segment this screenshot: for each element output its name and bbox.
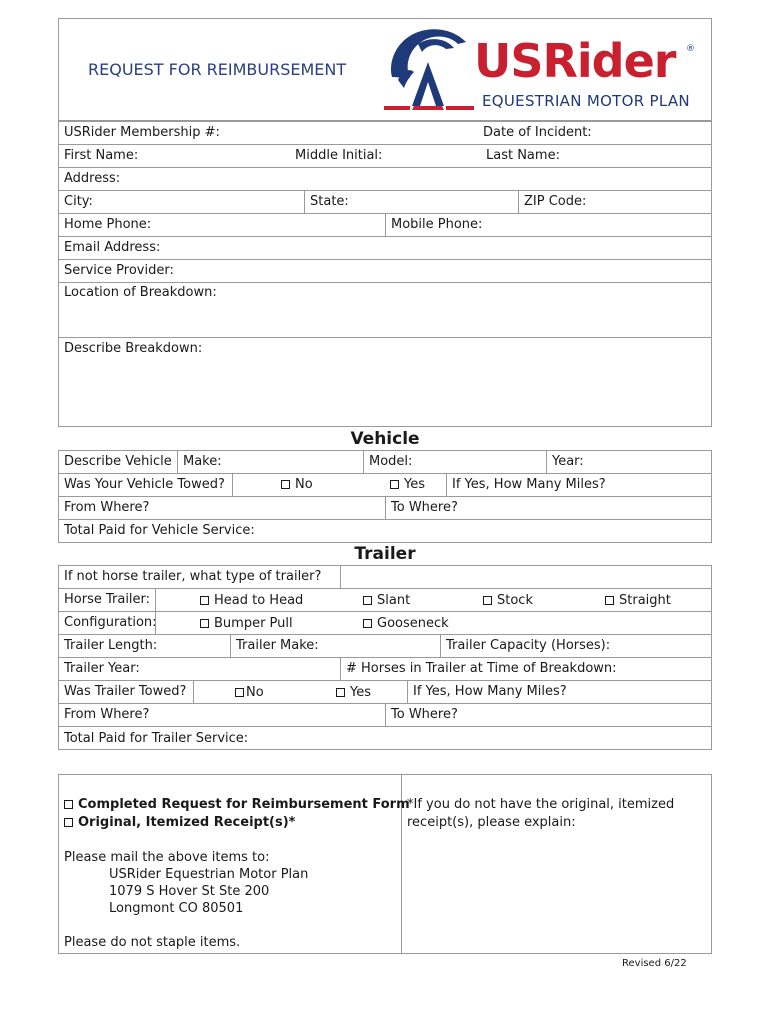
- vehicle-model-label: Model:: [369, 454, 413, 469]
- vehicle-make-label: Make:: [183, 454, 222, 469]
- head-to-head-option[interactable]: Head to Head: [200, 593, 303, 609]
- mail-intro: Please mail the above items to:: [64, 850, 270, 865]
- mail-address-line3: Longmont CO 80501: [109, 901, 244, 916]
- describe-vehicle-label: Describe Vehicle: [64, 454, 172, 469]
- receipt-note-line1: *If you do not have the original, itemized: [407, 797, 675, 812]
- logo-tagline: EQUESTRIAN MOTOR PLAN: [482, 92, 690, 110]
- email-label: Email Address:: [64, 240, 161, 255]
- checkbox-icon[interactable]: [64, 800, 73, 809]
- location-label: Location of Breakdown:: [64, 285, 217, 300]
- logo-registered-mark: ®: [686, 44, 695, 54]
- checkbox-icon[interactable]: [390, 480, 399, 489]
- vehicle-towed-no[interactable]: No: [281, 477, 313, 493]
- state-label: State:: [310, 194, 349, 209]
- trailer-type-label: If not horse trailer, what type of trailer?: [64, 569, 322, 584]
- trailer-towed-yes[interactable]: Yes: [336, 685, 371, 701]
- straight-option[interactable]: Straight: [605, 593, 671, 609]
- vehicle-year-label: Year:: [552, 454, 584, 469]
- mail-address-line2: 1079 S Hover St Ste 200: [109, 884, 270, 899]
- trailer-heading: Trailer: [354, 544, 416, 564]
- trailer-length-label: Trailer Length:: [64, 638, 158, 653]
- trailer-towed-label: Was Trailer Towed?: [64, 684, 187, 699]
- trailer-year-label: Trailer Year:: [64, 661, 140, 676]
- checkbox-icon[interactable]: [483, 596, 492, 605]
- bumper-pull-option[interactable]: Bumper Pull: [200, 616, 293, 632]
- checkbox-icon[interactable]: [200, 619, 209, 628]
- trailer-towed-no[interactable]: No: [235, 685, 264, 701]
- vehicle-miles-label: If Yes, How Many Miles?: [452, 477, 606, 492]
- describe-breakdown-label: Describe Breakdown:: [64, 341, 203, 356]
- mail-address-line1: USRider Equestrian Motor Plan: [109, 867, 309, 882]
- configuration-label: Configuration:: [64, 615, 157, 630]
- trailer-make-label: Trailer Make:: [236, 638, 319, 653]
- service-provider-label: Service Provider:: [64, 263, 174, 278]
- trailer-to-label: To Where?: [391, 707, 458, 722]
- first-name-label: First Name:: [64, 148, 139, 163]
- membership-label: USRider Membership #:: [64, 125, 220, 140]
- checkbox-icon[interactable]: [605, 596, 614, 605]
- vehicle-heading: Vehicle: [350, 429, 420, 449]
- logo: [384, 22, 704, 114]
- vehicle-to-label: To Where?: [391, 500, 458, 515]
- date-of-incident-label: Date of Incident:: [483, 125, 592, 140]
- vehicle-total-label: Total Paid for Vehicle Service:: [64, 523, 255, 538]
- trailer-miles-label: If Yes, How Many Miles?: [413, 684, 567, 699]
- checklist-item-receipts[interactable]: Original, Itemized Receipt(s)*: [64, 815, 295, 831]
- checkbox-icon[interactable]: [336, 688, 345, 697]
- logo-text: USRider: [474, 34, 676, 88]
- trailer-capacity-label: Trailer Capacity (Horses):: [446, 638, 611, 653]
- mobile-phone-label: Mobile Phone:: [391, 217, 483, 232]
- city-label: City:: [64, 194, 93, 209]
- revised-date: Revised 6/22: [622, 958, 687, 969]
- vehicle-towed-label: Was Your Vehicle Towed?: [64, 477, 225, 492]
- stock-option[interactable]: Stock: [483, 593, 533, 609]
- checkbox-icon[interactable]: [281, 480, 290, 489]
- slant-option[interactable]: Slant: [363, 593, 410, 609]
- checkbox-icon[interactable]: [235, 688, 244, 697]
- zip-label: ZIP Code:: [524, 194, 587, 209]
- horses-count-label: # Horses in Trailer at Time of Breakdown:: [346, 661, 617, 676]
- home-phone-label: Home Phone:: [64, 217, 152, 232]
- vehicle-towed-yes[interactable]: Yes: [390, 477, 425, 493]
- checkbox-icon[interactable]: [363, 619, 372, 628]
- gooseneck-option[interactable]: Gooseneck: [363, 616, 449, 632]
- checklist-item-form[interactable]: Completed Request for Reimbursement Form: [64, 797, 410, 813]
- checkbox-icon[interactable]: [200, 596, 209, 605]
- checkbox-icon[interactable]: [363, 596, 372, 605]
- middle-initial-label: Middle Initial:: [295, 148, 383, 163]
- checkbox-icon[interactable]: [64, 818, 73, 827]
- vehicle-from-label: From Where?: [64, 500, 150, 515]
- page-title: REQUEST FOR REIMBURSEMENT: [88, 60, 347, 79]
- receipt-note-line2: receipt(s), please explain:: [407, 815, 576, 830]
- horse-head-icon: [384, 22, 476, 112]
- trailer-from-label: From Where?: [64, 707, 150, 722]
- horse-trailer-label: Horse Trailer:: [64, 592, 151, 607]
- address-label: Address:: [64, 171, 121, 186]
- staple-note: Please do not staple items.: [64, 935, 241, 950]
- last-name-label: Last Name:: [486, 148, 560, 163]
- trailer-total-label: Total Paid for Trailer Service:: [64, 731, 249, 746]
